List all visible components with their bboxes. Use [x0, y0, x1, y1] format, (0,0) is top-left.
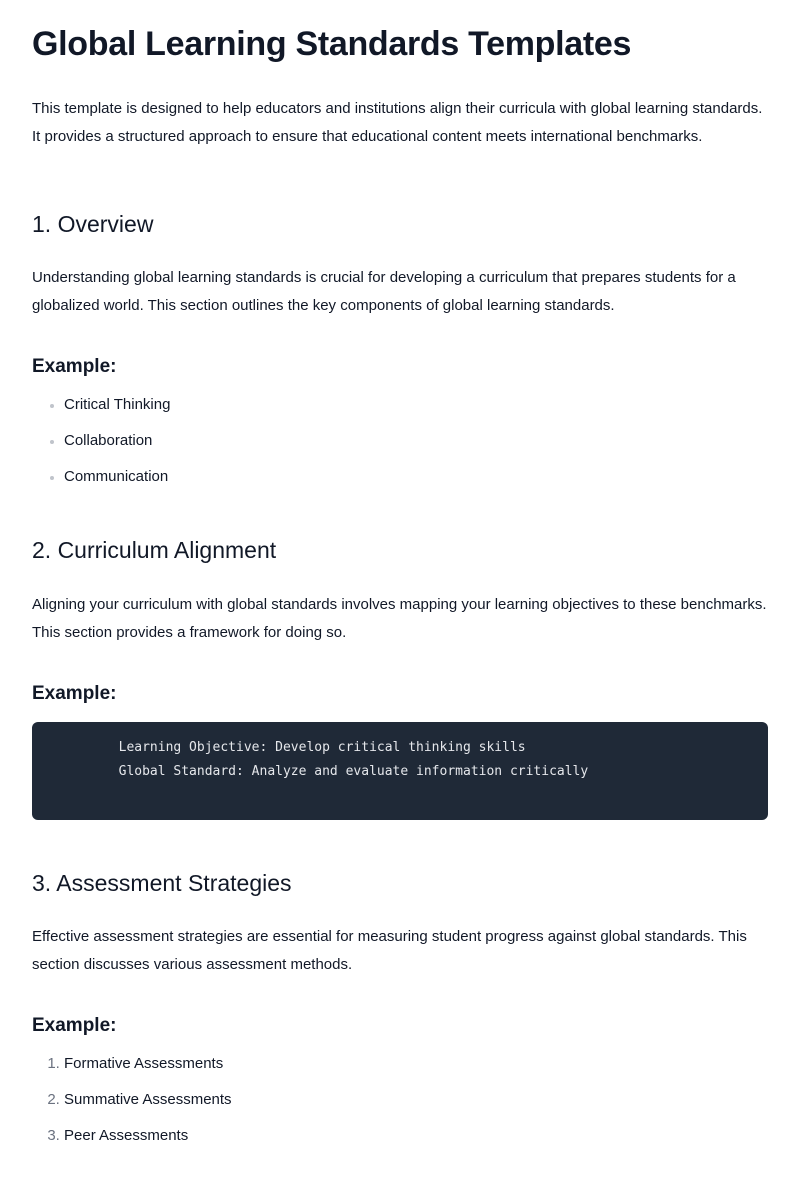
list-item: • Critical Thinking [64, 395, 768, 415]
section-heading: 3. Assessment Strategies [32, 869, 292, 896]
list-item: 3. Peer Assessments [64, 1126, 768, 1146]
example-heading: Example: [32, 1015, 117, 1037]
section-paragraph: Understanding global learning standards is crucial for developing a curriculum that prepares students for a globalized world. This section outlines the key components of global learning standards. [32, 269, 736, 315]
page-title: Global Learning Standards Templates [32, 25, 632, 63]
list-item: • Collaboration [64, 431, 768, 451]
section-overview [32, 211, 768, 487]
example-bullet-list [32, 395, 768, 487]
example-heading: Example: [32, 682, 117, 704]
example-heading: Example: [32, 356, 117, 378]
section-paragraph: Aligning your curriculum with global standards involves mapping your learning objectives to these benchmarks. This section provides a framework for doing so. [32, 595, 767, 641]
list-item: 1. Formative Assessments [64, 1054, 768, 1074]
section-assessment-strategies [32, 870, 768, 1146]
intro-paragraph: This template is designed to help educators and institutions align their curricula with global learning standards. It provides a structured approach to ensure that educational content meets international benchmarks. [32, 99, 763, 145]
section-curriculum-alignment [32, 537, 768, 819]
code-line: Learning Objective: Develop critical thinking skills [56, 739, 526, 755]
code-example-block [32, 722, 768, 820]
example-numbered-list [32, 1054, 768, 1146]
section-heading: 1. Overview [32, 210, 154, 237]
list-item: • Communication [64, 467, 768, 487]
section-paragraph: Effective assessment strategies are essential for measuring student progress against global standards. This section discusses various assessment methods. [32, 928, 747, 974]
code-line: Global Standard: Analyze and evaluate information critically [56, 763, 589, 779]
list-item: 2. Summative Assessments [64, 1090, 768, 1110]
section-heading: 2. Curriculum Alignment [32, 537, 277, 564]
